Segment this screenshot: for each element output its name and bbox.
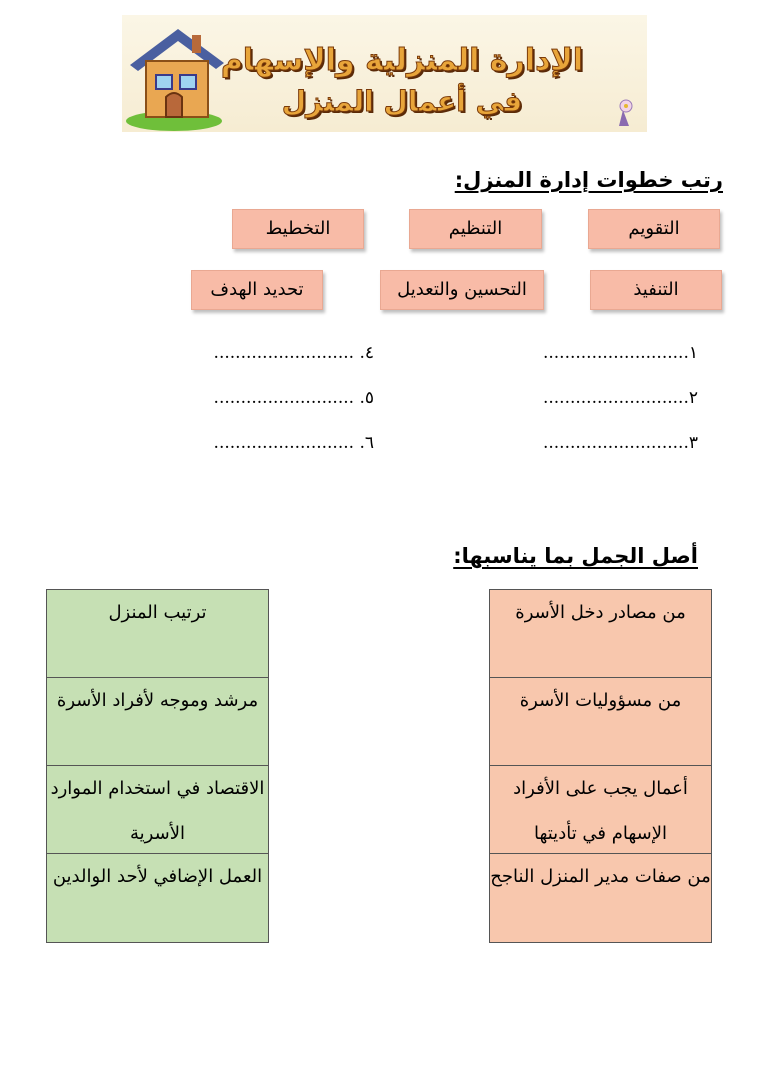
right-cell-4[interactable]: من صفات مدير المنزل الناجح bbox=[490, 866, 711, 887]
section2-title: أصل الجمل بما يناسبها: bbox=[453, 544, 698, 568]
answer-line-5[interactable]: ٥. .......................... bbox=[213, 388, 374, 408]
matching-right-column bbox=[489, 589, 712, 943]
matching-left-column bbox=[46, 589, 269, 943]
banner-title-line2: في أعمال المنزل bbox=[281, 85, 523, 118]
step-box-goal-setting[interactable]: تحديد الهدف bbox=[191, 270, 323, 310]
step-box-improvement[interactable]: التحسين والتعديل bbox=[380, 270, 544, 310]
section1-title: رتب خطوات إدارة المنزل: bbox=[454, 168, 723, 192]
header-banner bbox=[122, 15, 647, 132]
step-box-implementation[interactable]: التنفيذ bbox=[590, 270, 722, 310]
left-cell-3[interactable]: الاقتصاد في استخدام الموارد الأسرية bbox=[47, 766, 268, 854]
flower-icon bbox=[609, 96, 643, 130]
answer-line-4[interactable]: ٤. .......................... bbox=[213, 343, 374, 363]
right-cell-3[interactable]: أعمال يجب على الأفراد الإسهام في تأديتها bbox=[490, 766, 711, 854]
answer-line-2[interactable]: ٢........................... bbox=[542, 388, 698, 408]
answer-line-6[interactable]: ٦. .......................... bbox=[213, 433, 374, 453]
right-cell-1[interactable]: من مصادر دخل الأسرة bbox=[490, 590, 711, 678]
step-box-evaluation[interactable]: التقويم bbox=[588, 209, 720, 249]
right-cell-2[interactable]: من مسؤوليات الأسرة bbox=[490, 678, 711, 766]
banner-title-line1: الإدارة المنزلية والإسهام bbox=[220, 43, 584, 78]
step-box-planning[interactable]: التخطيط bbox=[232, 209, 364, 249]
step-box-organizing[interactable]: التنظيم bbox=[409, 209, 542, 249]
left-cell-1[interactable]: ترتيب المنزل bbox=[47, 590, 268, 678]
answer-line-1[interactable]: ١........................... bbox=[542, 343, 698, 363]
left-cell-4[interactable]: العمل الإضافي لأحد الوالدين bbox=[52, 866, 263, 887]
answer-line-3[interactable]: ٣........................... bbox=[542, 433, 698, 453]
left-cell-2[interactable]: مرشد وموجه لأفراد الأسرة bbox=[47, 678, 268, 766]
